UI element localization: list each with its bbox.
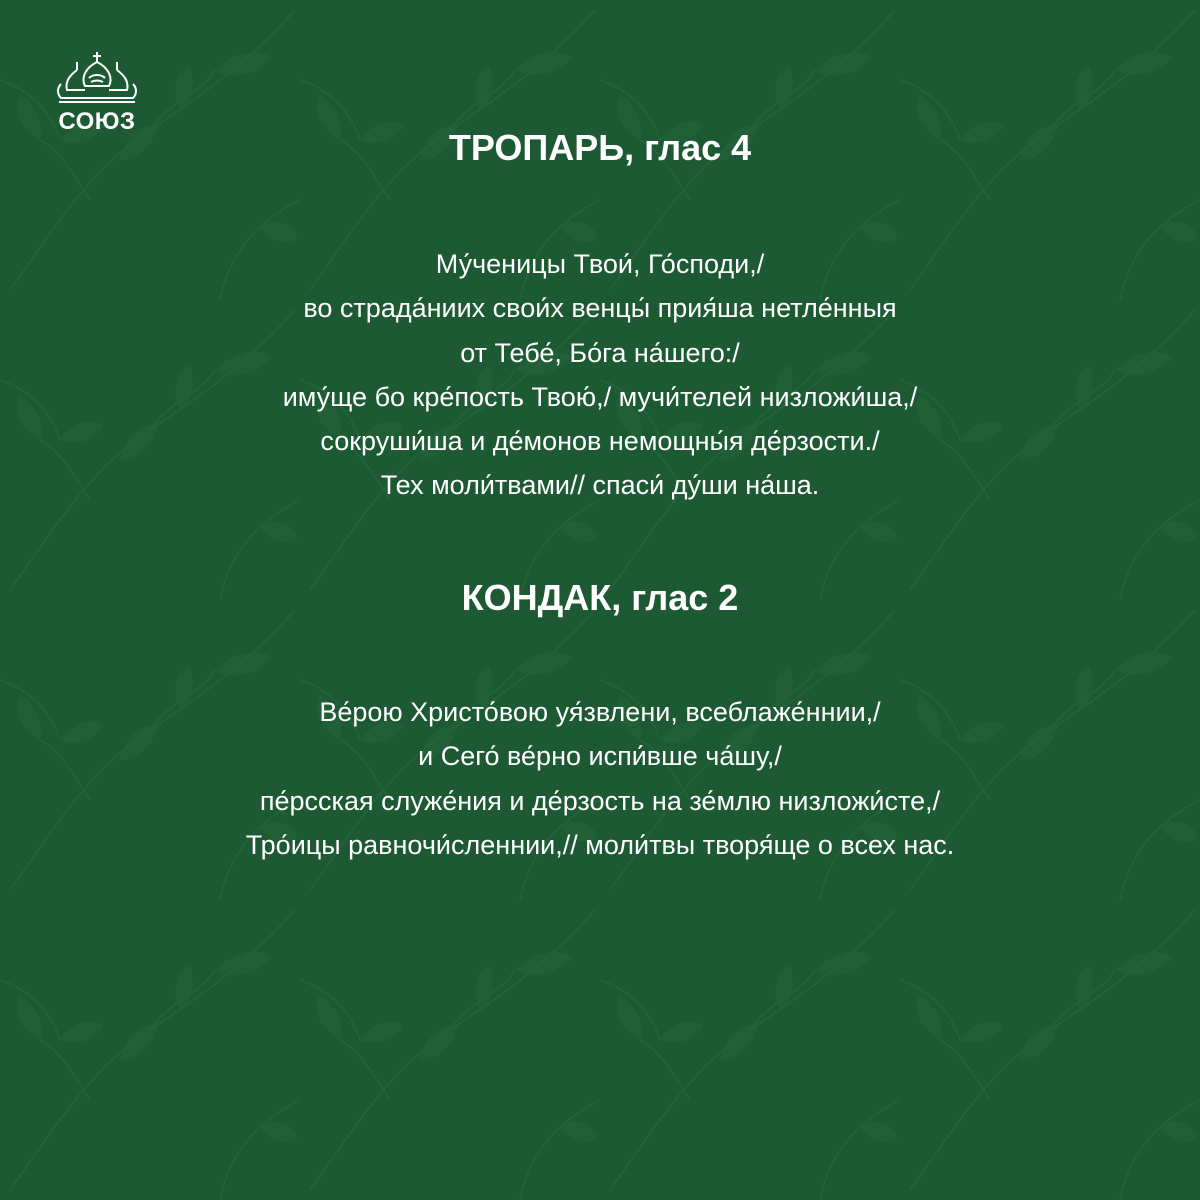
kondak-text xyxy=(0,690,1200,867)
tropar-heading: ТРОПАРЬ, глас 4 xyxy=(448,127,752,168)
cathedral-domes-icon xyxy=(55,50,139,106)
tropar-line: Тех моли́твами// спаси́ ду́ши на́ша. xyxy=(380,470,820,501)
kondak-line: и Сего́ ве́рно испи́вше ча́шу,/ xyxy=(418,741,782,772)
tropar-line: от Тебе́, Бо́га на́шего:/ xyxy=(460,337,740,368)
tropar-line: сокруши́ша и де́монов немощны́я де́рзости./ xyxy=(320,426,880,457)
kondak-line: Ве́рою Христо́вою уя́звлени, всеблаже́ннии,/ xyxy=(319,697,881,727)
tropar-text xyxy=(0,242,1200,508)
kondak-heading: КОНДАК, глас 2 xyxy=(461,577,739,618)
tropar-line: Му́ченицы Твои́, Го́споди,/ xyxy=(435,249,765,279)
tropar-line: во страда́ниих свои́х венцы́ прия́ша нетле́нныя xyxy=(303,293,897,324)
kondak-line: Тро́ицы равночи́сленнии,// моли́твы творя́ще о всех нас. xyxy=(245,829,955,860)
kondak-line: пе́рсская служе́ния и де́рзость на зе́млю низложи́сте,/ xyxy=(259,785,941,816)
tropar-line: иму́ще бо кре́пость Твою́,/ мучи́телей низложи́ша,/ xyxy=(282,381,918,412)
logo-text: СОЮЗ xyxy=(58,108,136,135)
